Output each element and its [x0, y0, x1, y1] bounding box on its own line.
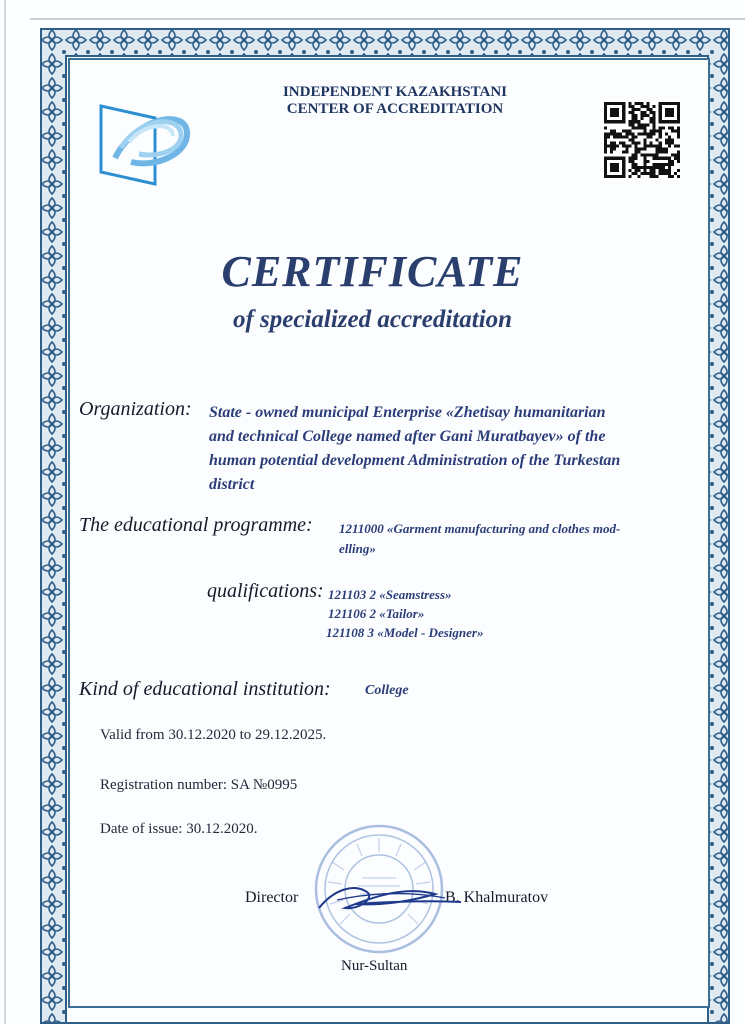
city-name: Nur-Sultan — [341, 958, 408, 974]
organization-line-1: State - owned municipal Enterprise «Zhetisay humanitarian — [209, 404, 606, 421]
organization-line-4: district — [209, 476, 255, 493]
programme-line-2: elling» — [339, 541, 376, 556]
registration-number: Registration number: SA №0995 — [100, 777, 298, 793]
organization-line-3: human potential development Administration of the Turkestan — [209, 452, 621, 469]
programme-value — [339, 519, 620, 559]
qr-code-icon — [604, 102, 680, 178]
issuer-line-1: INDEPENDENT KAZAKHSTANI — [282, 84, 508, 100]
institution-label: Kind of educational institution: — [79, 678, 331, 700]
qualifications-list — [326, 585, 483, 642]
institution-value: College — [365, 683, 409, 698]
director-signature — [315, 878, 465, 918]
qualification-item: 121103 2 «Seamstress» — [328, 587, 452, 602]
validity-text: Valid from 30.12.2020 to 29.12.2025. — [100, 727, 327, 743]
organization-label: Organization: — [79, 398, 192, 420]
certificate-title: CERTIFICATE — [221, 247, 524, 296]
issuer-name — [230, 84, 560, 118]
qualification-item: 121108 3 «Model - Designer» — [326, 625, 484, 640]
qualification-item: 121106 2 «Tailor» — [328, 606, 425, 621]
director-name: B. Khalmuratov — [445, 889, 549, 906]
certificate-subtitle: of specialized accreditation — [232, 306, 513, 333]
issue-date: Date of issue: 30.12.2020. — [100, 821, 258, 837]
director-label: Director — [245, 889, 299, 906]
qualifications-label: qualifications: — [207, 580, 324, 602]
programme-label: The educational programme: — [79, 514, 313, 536]
issuer-line-2: CENTER OF ACCREDITATION — [286, 101, 504, 117]
book-logo-icon — [95, 88, 195, 188]
programme-line-1: 1211000 «Garment manufacturing and clothes mod- — [339, 521, 621, 536]
scan-edge-left — [4, 0, 6, 1024]
organization-value — [209, 401, 620, 497]
organization-line-2: and technical College named after Gani Muratbayev» of the — [209, 428, 606, 445]
scan-edge-top — [30, 18, 745, 20]
